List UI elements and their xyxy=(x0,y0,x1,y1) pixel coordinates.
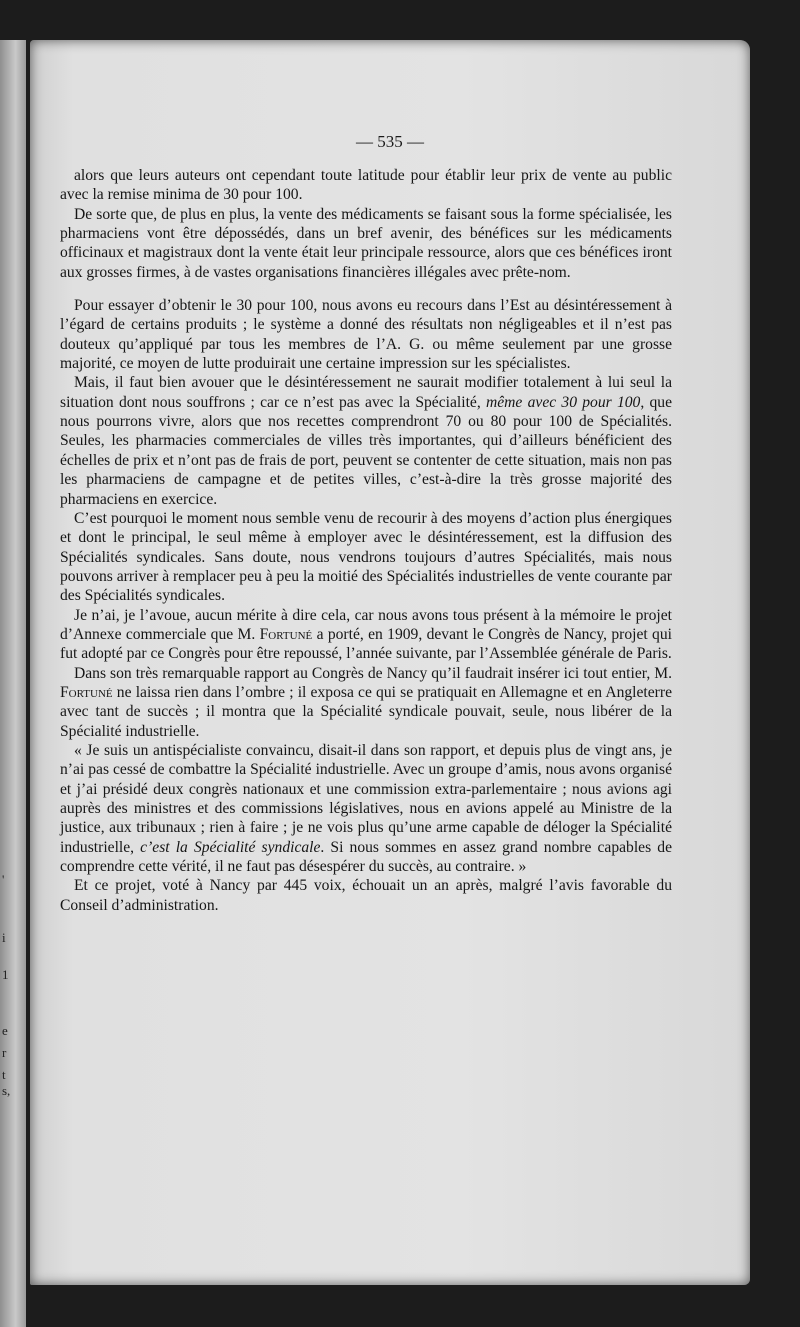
paragraph xyxy=(60,296,672,373)
paragraph xyxy=(60,373,672,508)
adjacent-page-fragment: e xyxy=(2,1023,8,1038)
page-number: — 535 — xyxy=(356,132,424,151)
text-run: alors que leurs auteurs ont cependant toute latitude pour établir leur prix de vente au public avec la remise minima de 30 pour 100. xyxy=(60,167,672,204)
italic-text: c’est la Spécialité syndicale xyxy=(140,838,321,856)
text-run: , que nous pourrons vivre, alors que nos recettes comprendront 70 ou 80 pour 100 de Spécialités. Seules, les pharmacies commerciales de villes très importantes, qui d’ailleurs bénéficient des échelles de prix et n’ont pas de frais de port, peuvent se contenter de cette situation, mais non pas les pharmaciens de campagne et de petites villes, c’est-à-dire la très grosse majorité des pharmaciens en exercice. xyxy=(60,393,673,508)
paragraph xyxy=(60,741,672,876)
paragraph xyxy=(60,664,672,741)
italic-text: même avec 30 pour 100 xyxy=(485,393,641,411)
text-run: C’est pourquoi le moment nous semble venu de recourir à des moyens d’action plus énergiques et dont le principal, le seul même à employer avec le désintéressement, est la diffusion des Spécialités syndicales. Sans doute, nous vendrons toujours d’autres Spécialités, mais nous pouvons arriver à remplacer peu à peu la moitié des Spécialités industrielles de vente courante par des Spécialités syndicales. xyxy=(60,509,672,605)
text-run: ne laissa rien dans l’ombre ; il exposa ce qui se pratiquait en Allemagne et en Angleterre avec tant de succès ; il montra que la Spécialité syndicale pouvait, seule, nous libérer de la Spécialité industrielle. xyxy=(60,683,672,740)
adjacent-page-fragment: ' xyxy=(2,872,5,887)
paragraph xyxy=(60,205,672,282)
paragraph xyxy=(60,876,672,915)
text-run: Pour essayer d’obtenir le 30 pour 100, nous avons eu recours dans l’Est au désintéressement à l’égard de certains produits ; le système a donné des résultats non négligeables et il n’est pas douteux qu’appliqué par tous les membres de l’A. G. ou même seulement par une grosse majorité, ce moyen de lutte produirait une certaine impression sur les spécialistes. xyxy=(60,297,672,373)
text-run: « Je suis un antispécialiste convaincu, disait-il dans son rapport, et depuis plus de vingt ans, je n’ai pas cessé de combattre la Spécialité industrielle. Avec un groupe d’amis, nous avons organisé et j’ai présidé deux congrès nationaux et une commission extra-parlementaire ; nous avions agi auprès des ministres et des commissions législatives, nous en avions appelé au Ministre de la justice, aux tribunaux ; rien à faire ; je ne vois plus qu’une arme capable de déloger la Spécialité industrielle, xyxy=(60,741,672,856)
name-small-caps: Fortuné xyxy=(60,683,113,701)
book-page xyxy=(30,40,750,1285)
text-run: . Si nous sommes en assez grand nombre capables de comprendre cette vérité, il ne faut pas désespérer du succès, au contraire. » xyxy=(60,838,672,876)
adjacent-page-fragment: 1 xyxy=(2,967,9,982)
adjacent-page-edge xyxy=(0,40,26,1327)
paragraph xyxy=(60,166,672,205)
text-run: Dans son très remarquable rapport au Congrès de Nancy qu’il faudrait insérer ici tout entier, M. xyxy=(74,664,672,682)
text-run: Et ce projet, voté à Nancy par 445 voix, échouait un an après, malgré l’avis favorable du Conseil d’administration. xyxy=(60,877,672,914)
paragraph xyxy=(60,606,672,664)
text-run: Je n’ai, je l’avoue, aucun mérite à dire cela, car nous avons tous présent à la mémoire le projet d’Annexe commerciale que M. xyxy=(60,606,672,643)
adjacent-page-fragment: r xyxy=(2,1045,7,1060)
body-text xyxy=(60,166,672,915)
paragraph xyxy=(60,509,672,606)
text-run: a porté, en 1909, devant le Congrès de Nancy, projet qui fut adopté par ce Congrès pour être repoussé, l’année suivante, par l’Assemblée générale de Paris. xyxy=(60,625,672,663)
text-run: Mais, il faut bien avouer que le désintéressement ne saurait modifier totalement à lui seul la situation dont nous souffrons ; car ce n’est pas avec la Spécialité, xyxy=(60,374,672,411)
adjacent-page-fragment: t xyxy=(2,1067,6,1082)
name-small-caps: Fortuné xyxy=(259,625,313,643)
text-run: De sorte que, de plus en plus, la vente des médicaments se faisant sous la forme spécialisée, les pharmaciens vont être dépossédés, dans un bref avenir, des bénéfices sur les médicaments officinaux et magistraux dont la vente était leur principale ressource, alors que ces bénéfices iront aux grosses firmes, à de vastes organisations financières illégales avec prête-nom. xyxy=(60,205,672,281)
adjacent-page-fragment: s, xyxy=(2,1083,11,1098)
adjacent-page-fragment: i xyxy=(2,930,6,945)
